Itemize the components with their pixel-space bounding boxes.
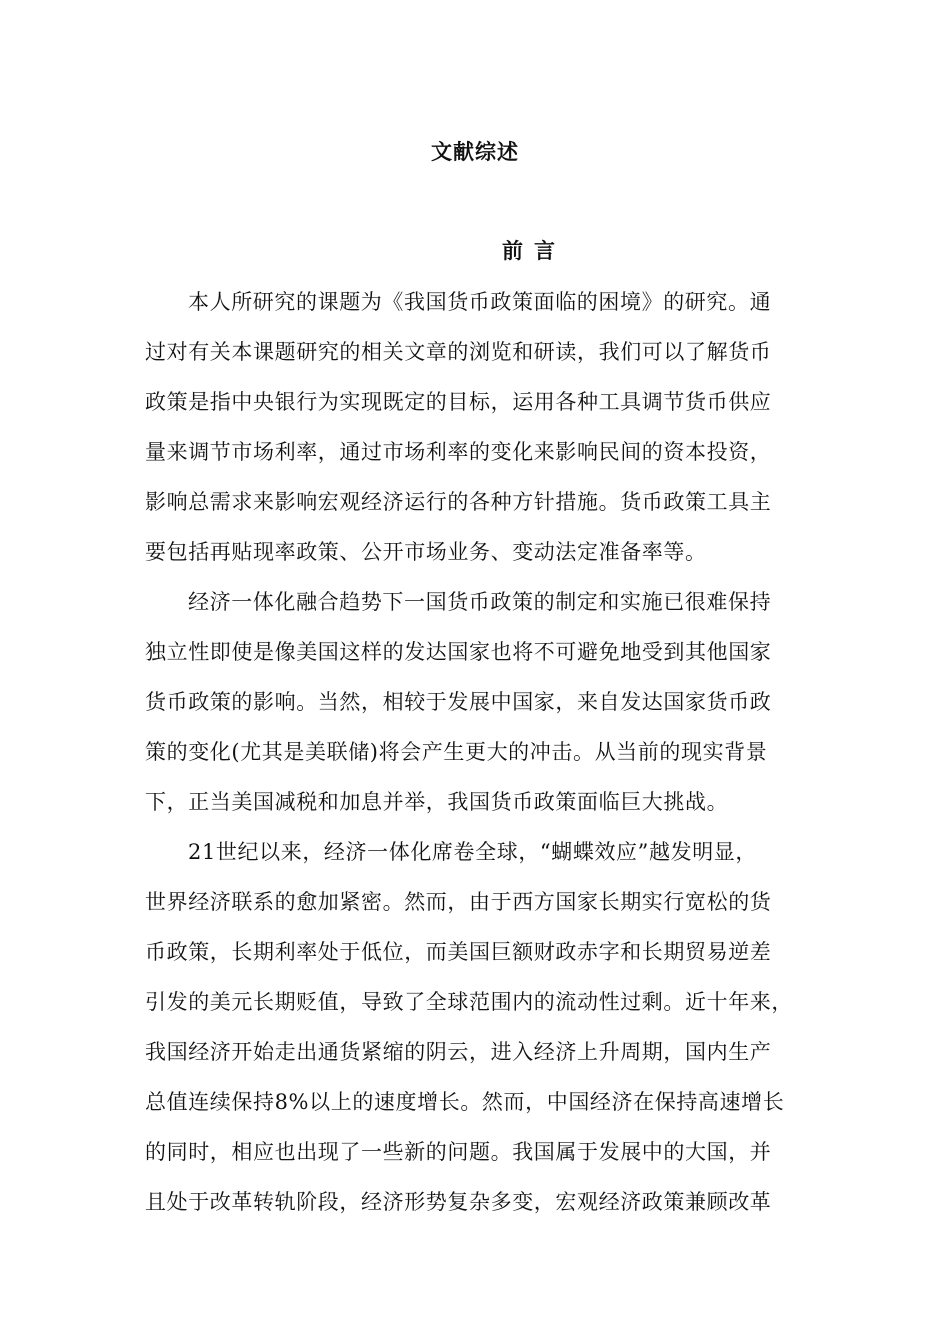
paragraph-3-line-8: 且处于改革转轨阶段，经济形势复杂多变，宏观经济政策兼顾改革 <box>145 1190 772 1214</box>
document-title: 文献综述 <box>431 140 519 164</box>
paragraph-2-line-2: 独立性即使是像美国这样的发达国家也将不可避免地受到其他国家 <box>145 640 772 664</box>
paragraph-3-line-7: 的同时，相应也出现了一些新的问题。我国属于发展中的大国，并 <box>145 1140 772 1164</box>
paragraph-3-line-4: 引发的美元长期贬值，导致了全球范围内的流动性过剩。近十年来， <box>145 990 793 1014</box>
paragraph-3-line-1: 21世纪以来，经济一体化席卷全球，“蝴蝶效应”越发明显， <box>188 840 757 864</box>
paragraph-2-line-1: 经济一体化融合趋势下一国货币政策的制定和实施已很难保持 <box>188 590 772 614</box>
paragraph-3-line-6: 总值连续保持8%以上的速度增长。然而，中国经济在保持高速增长 <box>145 1090 785 1114</box>
paragraph-1-line-4: 量来调节市场利率，通过市场利率的变化来影响民间的资本投资， <box>145 440 772 464</box>
paragraph-2-line-4: 策的变化(尤其是美联储)将会产生更大的冲击。从当前的现实背景 <box>145 740 768 764</box>
paragraph-1-line-5: 影响总需求来影响宏观经济运行的各种方针措施。货币政策工具主 <box>145 490 772 514</box>
paragraph-3-line-2: 世界经济联系的愈加紧密。然而，由于西方国家长期实行宽松的货 <box>145 890 772 914</box>
paragraph-2-line-5: 下，正当美国减税和加息并举，我国货币政策面临巨大挑战。 <box>145 790 729 814</box>
document-body <box>145 284 815 1234</box>
paragraph-2-line-3: 货币政策的影响。当然，相较于发展中国家，来自发达国家货币政 <box>145 690 772 714</box>
section-title <box>502 236 556 266</box>
paragraph-1-line-2: 过对有关本课题研究的相关文章的浏览和研读，我们可以了解货币 <box>145 340 772 364</box>
section-title-char: 前 <box>502 239 524 263</box>
paragraph-1-line-3: 政策是指中央银行为实现既定的目标，运用各种工具调节货币供应 <box>145 390 772 414</box>
paragraph-1-line-1: 本人所研究的课题为《我国货币政策面临的困境》的研究。通 <box>188 290 772 314</box>
section-title-char: 言 <box>534 239 556 263</box>
paragraph-1-line-6: 要包括再贴现率政策、公开市场业务、变动法定准备率等。 <box>145 540 707 564</box>
paragraph-3-line-5: 我国经济开始走出通货紧缩的阴云，进入经济上升周期，国内生产 <box>145 1040 772 1064</box>
paragraph-3-line-3: 币政策，长期利率处于低位，而美国巨额财政赤字和长期贸易逆差 <box>145 940 772 964</box>
